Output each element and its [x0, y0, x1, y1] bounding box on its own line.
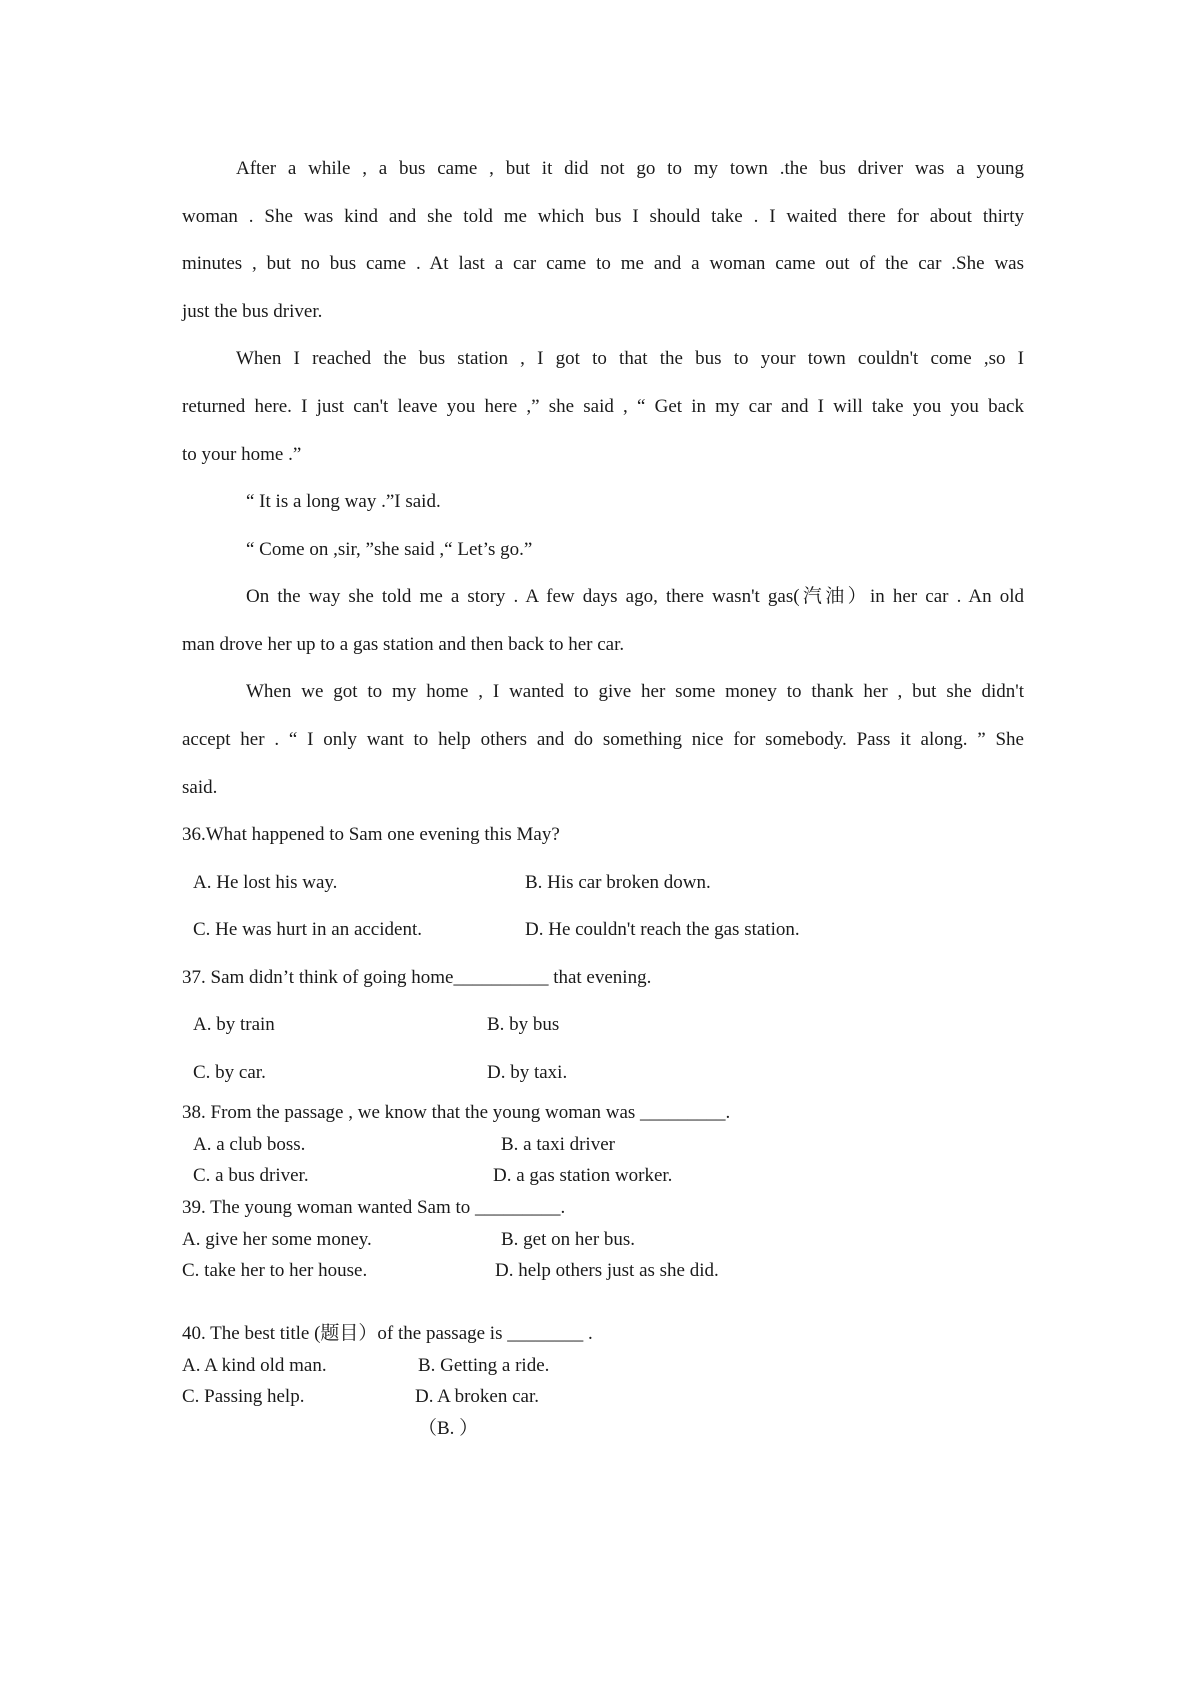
passage-line: said.	[182, 777, 218, 798]
option-b: B. Getting a ride.	[418, 1355, 550, 1376]
passage-line: returned here. I just can't leave you here ,” she said , “ Get in my car and I will take you you back	[182, 396, 1024, 417]
passage-line: minutes , but no bus came . At last a car came to me and a woman came out of the car .She was	[182, 253, 1024, 274]
option-b: B. His car broken down.	[525, 872, 711, 893]
option-c: C. Passing help.	[182, 1386, 305, 1407]
passage-line: When we got to my home , I wanted to give her some money to thank her , but she didn't	[246, 681, 1024, 702]
option-a: A. give her some money.	[182, 1229, 372, 1250]
passage-line: just the bus driver.	[182, 301, 323, 322]
dialogue-line: “ Come on ,sir, ”she said ,“ Let’s go.”	[246, 539, 533, 560]
option-c: C. take her to her house.	[182, 1260, 368, 1281]
option-b: B. a taxi driver	[501, 1134, 615, 1155]
passage-line: On the way she told me a story . A few days ago, there wasn't gas(汽油）in her car . An old	[246, 586, 1024, 607]
dialogue-line: “ It is a long way .”I said.	[246, 491, 441, 512]
question-stem: 40. The best title (题目）of the passage is ________ .	[182, 1323, 593, 1344]
passage-line: accept her . “ I only want to help others and do something nice for somebody. Pass it along. ” She	[182, 729, 1024, 750]
passage-line: woman . She was kind and she told me which bus I should take . I waited there for about thirty	[182, 206, 1024, 227]
option-c: C. a bus driver.	[193, 1165, 309, 1186]
option-d: D. help others just as she did.	[495, 1260, 719, 1281]
option-a: A. A kind old man.	[182, 1355, 327, 1376]
option-b: B. by bus	[487, 1014, 560, 1035]
option-d: D. A broken car.	[415, 1386, 540, 1407]
answer-note: （B. ）	[418, 1418, 479, 1439]
question-stem: 38. From the passage , we know that the young woman was _________.	[182, 1102, 731, 1123]
option-d: D. by taxi.	[487, 1062, 568, 1083]
option-c: C. He was hurt in an accident.	[193, 919, 422, 940]
question-stem: 36.What happened to Sam one evening this May?	[182, 824, 560, 845]
passage-line: When I reached the bus station , I got to that the bus to your town couldn't come ,so I	[236, 348, 1024, 369]
option-a: A. by train	[193, 1014, 275, 1035]
question-stem: 37. Sam didn’t think of going home__________ that evening.	[182, 967, 652, 988]
passage-line: After a while , a bus came , but it did not go to my town .the bus driver was a young	[236, 158, 1024, 179]
question-stem: 39. The young woman wanted Sam to _________.	[182, 1197, 566, 1218]
option-c: C. by car.	[193, 1062, 266, 1083]
option-a: A. a club boss.	[193, 1134, 306, 1155]
option-a: A. He lost his way.	[193, 872, 338, 893]
option-b: B. get on her bus.	[501, 1229, 636, 1250]
option-d: D. He couldn't reach the gas station.	[525, 919, 800, 940]
option-d: D. a gas station worker.	[493, 1165, 673, 1186]
passage-line: to your home .”	[182, 444, 302, 465]
passage-line: man drove her up to a gas station and then back to her car.	[182, 634, 625, 655]
